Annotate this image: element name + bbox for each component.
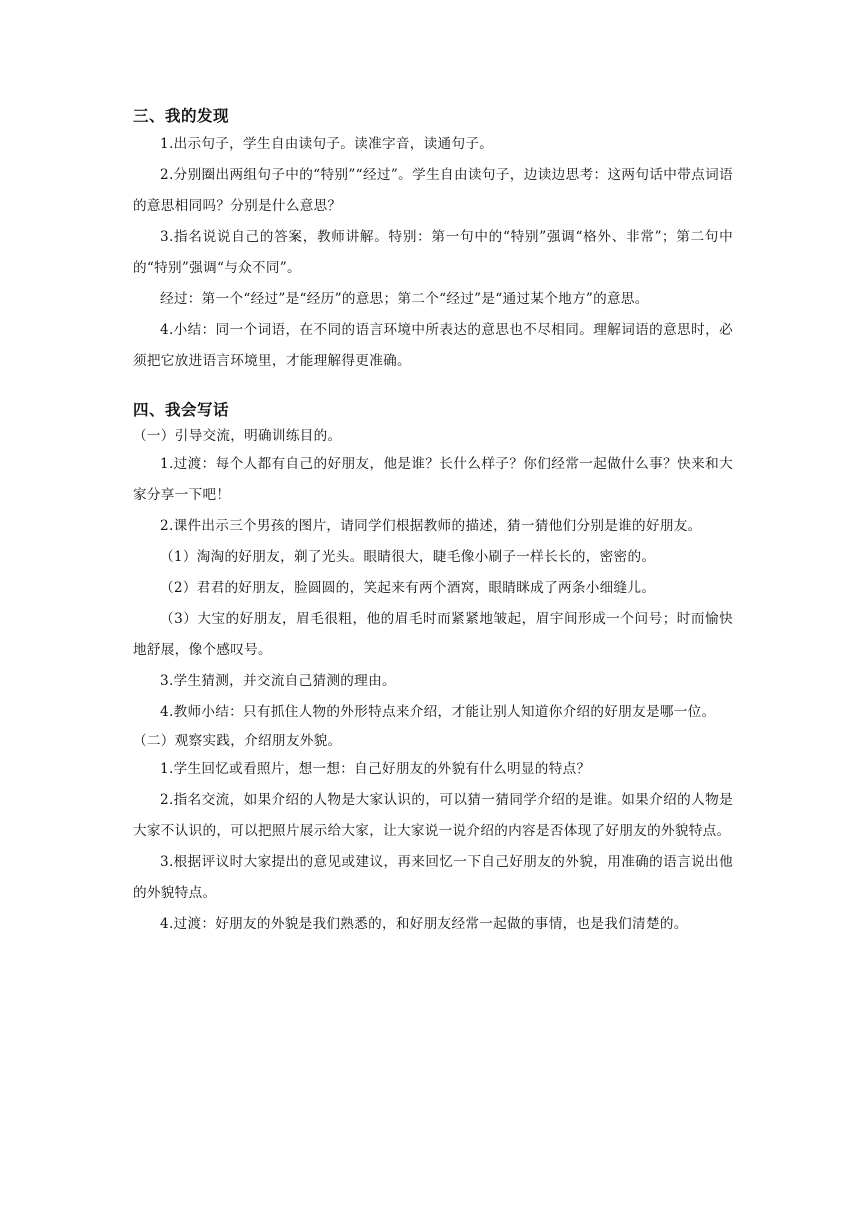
document-body — [133, 103, 733, 940]
paragraph: 2.指名交流，如果介绍的人物是大家认识的，可以猜一猜同学介绍的是谁。如果介绍的人物是大家不认识的，可以把照片展示给大家，让大家说一说介绍的内容是否体现了好朋友的外貌特点。 — [133, 792, 733, 839]
paragraph: 3.学生猜测，并交流自己猜测的理由。 — [160, 673, 396, 689]
subsection-heading: （二）观察实践，介绍朋友外貌。 — [133, 733, 342, 749]
paragraph: 1.出示句子，学生自由读句子。读准字音，读通句子。 — [160, 136, 494, 152]
spacer — [133, 377, 733, 397]
paragraph: （2）君君的好朋友，脸圆圆的，笑起来有两个酒窝，眼睛眯成了两条小细缝儿。 — [160, 580, 656, 596]
paragraph: 3.根据评议时大家提出的意见或建议，再来回忆一下自己好朋友的外貌，用准确的语言说出他的外貌特点。 — [133, 854, 733, 901]
section-heading: 三、我的发现 — [133, 107, 230, 125]
paragraph: 4.教师小结：只有抓住人物的外形特点来介绍，才能让别人知道你介绍的好朋友是哪一位。 — [160, 704, 716, 720]
subsection-heading: （一）引导交流，明确训练目的。 — [133, 428, 342, 444]
paragraph: 2.课件出示三个男孩的图片，请同学们根据教师的描述，猜一猜他们分别是谁的好朋友。 — [160, 518, 702, 534]
paragraph: 经过：第一个“经过”是“经历”的意思；第二个“经过”是“通过某个地方”的意思。 — [160, 291, 649, 307]
paragraph: 3.指名说说自己的答案，教师讲解。特别：第一句中的“特别”强调“格外、非常”；第二句中的“特别”强调“与众不同”。 — [133, 229, 733, 276]
paragraph: 4.小结：同一个词语，在不同的语言环境中所表达的意思也不尽相同。理解词语的意思时，必须把它放进语言环境里，才能理解得更准确。 — [133, 322, 733, 369]
section-heading: 四、我会写话 — [133, 401, 230, 419]
paragraph: 2.分别圈出两组句子中的“特别”“经过”。学生自由读句子，边读边思考：这两句话中带点词语的意思相同吗？分别是什么意思？ — [133, 167, 733, 214]
paragraph: （1）淘淘的好朋友，剃了光头。眼睛很大，睫毛像小刷子一样长长的，密密的。 — [160, 549, 656, 565]
paragraph: 4.过渡：好朋友的外貌是我们熟悉的，和好朋友经常一起做的事情，也是我们清楚的。 — [160, 916, 688, 932]
paragraph: 1.学生回忆或看照片，想一想：自己好朋友的外貌有什么明显的特点？ — [160, 761, 591, 777]
paragraph: （3）大宝的好朋友，眉毛很粗，他的眉毛时而紧紧地皱起，眉宇间形成一个问号；时而愉快地舒展，像个感叹号。 — [133, 611, 733, 658]
paragraph: 1.过渡：每个人都有自己的好朋友，他是谁？长什么样子？你们经常一起做什么事？快来和大家分享一下吧！ — [133, 456, 733, 503]
